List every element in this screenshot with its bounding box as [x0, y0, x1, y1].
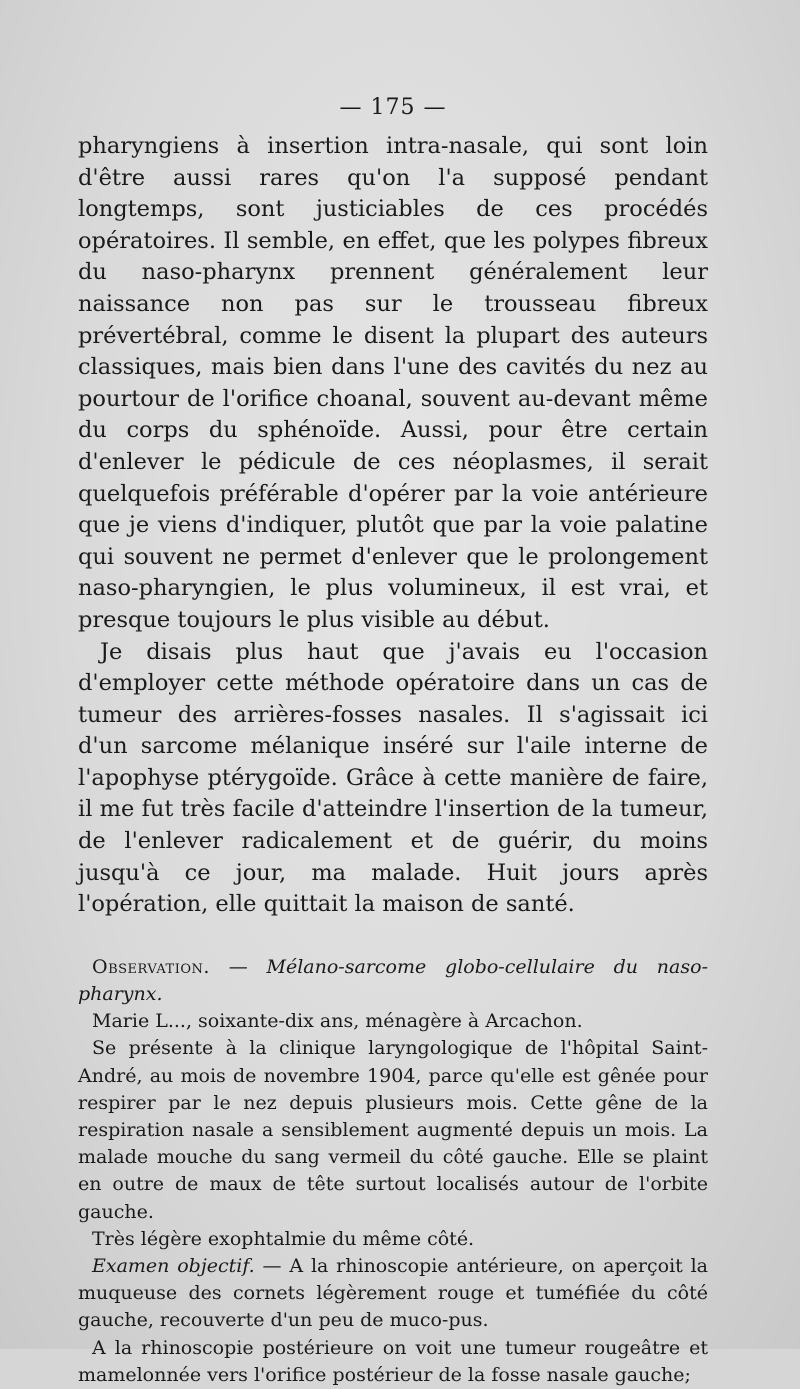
- main-text: [78, 131, 708, 921]
- observation-rhinoscopie-posterieure: A la rhinoscopie postérieure on voit une tumeur rougeâtre et mamelonnée vers l'orifice postérieur de la fosse nasale gauche;: [78, 1336, 708, 1386]
- page-number: — 175 —: [339, 95, 447, 120]
- examen-label: Examen objectif.: [92, 1255, 255, 1278]
- observation-patient: Marie L..., soixante-dix ans, ménagère à Arcachon.: [92, 1010, 583, 1033]
- paragraph-continuation: pharyngiens à insertion intra-nasale, qui sont loin d'être aussi rares qu'on l'a supposé pendant longtemps, sont justiciables de ces procédés opératoires. Il semble, en effet, que les polypes fibreux du naso-pharynx prennent généralement leur naissance non pas sur le trousseau fibreux prévertébral, comme le disent la plupart des auteurs classiques, mais bien dans l'une des cavités du nez au pourtour de l'orifice choanal, souvent au-devant même du corps du sphénoïde. Aussi, pour être certain d'enlever le pédicule de ces néoplasmes, il serait quelquefois préférable d'opérer par la voie antérieure que je viens d'indiquer, plutôt que par la voie palatine qui souvent ne permet d'enlever que le prolongement naso-pharyngien, le plus volumineux, il est vrai, et presque toujours le plus visible au début.: [78, 133, 708, 633]
- observation-section: [78, 954, 708, 1389]
- observation-heading: Observation.: [92, 955, 210, 978]
- observation-presentation: Se présente à la clinique laryngologique de l'hôpital Saint-André, au mois de novembre 1904, parce qu'elle est gênée pour respirer par le nez depuis plusieurs mois. Cette gêne de la respiration nasale a sensiblement augmenté depuis un mois. La malade mouche du sang vermeil du côté gauche. Elle se plaint en outre de maux de tête surtout localisés autour de l'orbite gauche.: [78, 1037, 708, 1223]
- paragraph-method: Je disais plus haut que j'avais eu l'occasion d'employer cette méthode opératoire dans un cas de tumeur des arrières-fosses nasales. Il s'agissait ici d'un sarcome mélanique inséré sur l'aile interne de l'apophyse ptérygoïde. Grâce à cette manière de faire, il me fut très facile d'atteindre l'insertion de la tumeur, de l'enlever radicalement et de guérir, du moins jusqu'à ce jour, ma malade. Huit jours après l'opération, elle quittait la maison de santé.: [78, 638, 708, 918]
- observation-title-line: [78, 954, 708, 1008]
- examen-text: — A la rhinoscopie antérieure, on aperçoit la muqueuse des cornets légèrement rouge et tuméfiée du côté gauche, recouverte d'un peu de muco-pus.: [78, 1255, 709, 1332]
- observation-title: Mélano-sarcome globo-cellulaire du naso-pharynx.: [78, 955, 708, 1006]
- observation-examen: [78, 1253, 708, 1335]
- observation-dash: —: [209, 955, 267, 978]
- observation-exophtalmie: Très légère exophtalmie du même côté.: [92, 1227, 475, 1250]
